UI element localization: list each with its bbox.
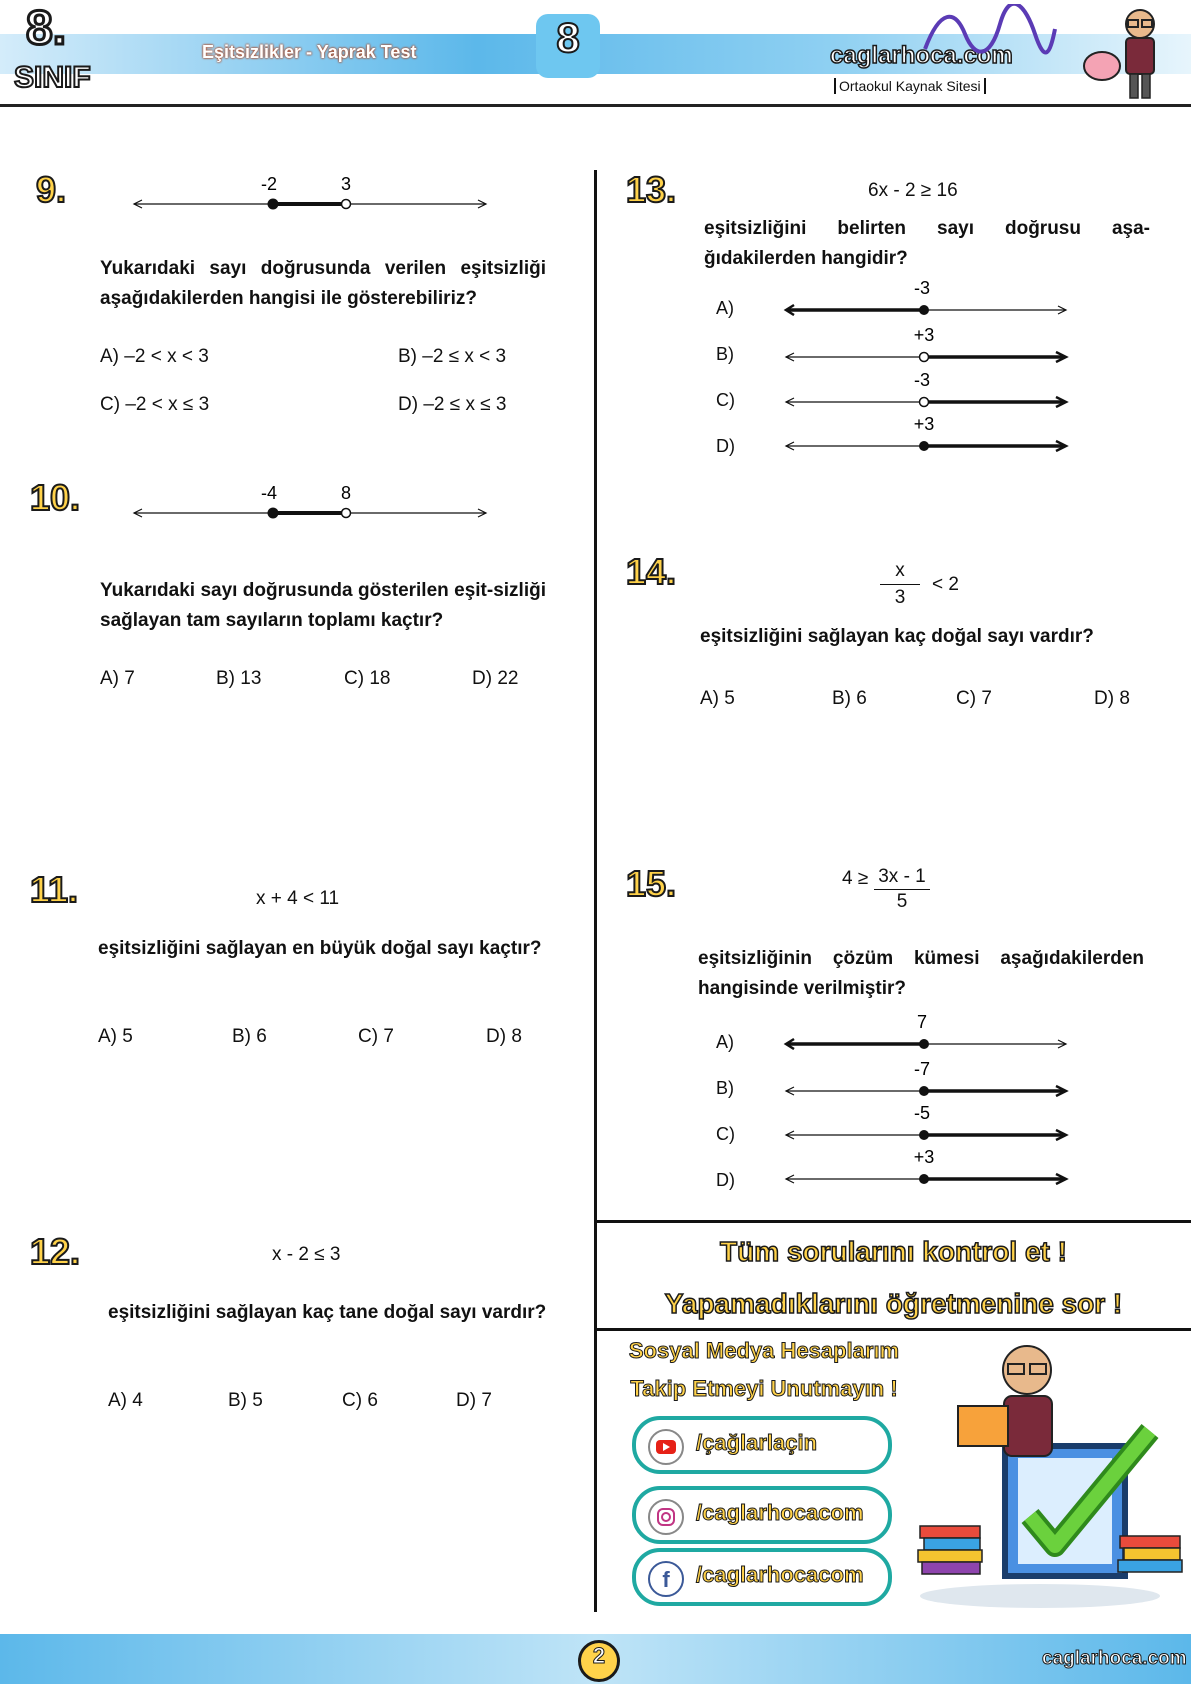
footer-site-name: caglarhoca.com (1042, 1648, 1187, 1669)
q10-number-line (130, 481, 490, 521)
q14-option-b[interactable]: B) 6 (832, 688, 867, 709)
q13-label-a: -3 (913, 278, 931, 298)
page-number: 2 (578, 1640, 620, 1682)
q9-number-line (130, 172, 490, 212)
promo-slogan-2: Yapamadıklarını öğretmenine sor ! (664, 1288, 1123, 1319)
q15-option-a-letter[interactable]: A) (716, 1032, 734, 1052)
q13-option-c-line[interactable] (780, 368, 1072, 408)
q9-option-a[interactable]: A) –2 < x < 3 (100, 346, 209, 367)
q10-text: Yukarıdaki sayı doğrusunda gösterilen eşit-sizliği sağlayan tam sayıların toplamı kaçtır? (100, 580, 546, 631)
youtube-icon (648, 1429, 684, 1465)
facebook-icon (648, 1561, 684, 1597)
page-header (0, 0, 1191, 107)
teacher-checkmark-illustration (910, 1336, 1191, 1616)
q13-label-d: +3 (913, 414, 935, 434)
q15-fraction-denominator: 5 (896, 891, 908, 912)
q15-option-c-letter[interactable]: C) (716, 1124, 735, 1144)
q15-text: eşitsizliğinin çözüm kümesi aşağıdakilerden hangisinde verilmiştir? (698, 948, 1144, 999)
q13-option-d-line[interactable] (780, 412, 1072, 452)
question-number-14: 14. (626, 551, 677, 592)
q15-option-b-letter[interactable]: B) (716, 1078, 734, 1098)
q13-option-d-letter[interactable]: D) (716, 436, 735, 456)
q15-fraction-numerator: 3x - 1 (874, 866, 930, 890)
q10-option-b[interactable]: B) 13 (216, 668, 262, 689)
grade-number: 8. (26, 2, 67, 55)
instagram-handle: /caglarhocacom (696, 1500, 864, 1525)
question-number-12: 12. (30, 1231, 81, 1272)
question-number-9: 9. (36, 169, 67, 210)
q13-option-c-letter[interactable]: C) (716, 390, 735, 410)
q15-option-c-line[interactable] (780, 1101, 1072, 1141)
q9-option-b[interactable]: B) –2 ≤ x < 3 (398, 346, 507, 367)
youtube-handle: /çağlarlaçin (696, 1430, 818, 1455)
q12-option-d[interactable]: D) 7 (456, 1390, 492, 1411)
site-name: caglarhoca.com (830, 42, 1013, 69)
instagram-link[interactable] (632, 1486, 892, 1544)
facebook-link[interactable] (632, 1548, 892, 1606)
q14-option-d[interactable]: D) 8 (1094, 688, 1130, 709)
q11-option-a[interactable]: A) 5 (98, 1026, 133, 1047)
site-subtitle: Ortaokul Kaynak Sitesi (834, 78, 986, 94)
q12-equation: x - 2 ≤ 3 (272, 1244, 341, 1265)
q15-lhs: 4 ≥ (842, 868, 869, 889)
q15-fraction (874, 866, 930, 913)
q10-label-left: -4 (260, 483, 278, 503)
promo-top-divider (596, 1220, 1191, 1223)
q12-option-a[interactable]: A) 4 (108, 1390, 143, 1411)
q13-label-b: +3 (913, 325, 935, 345)
test-number-badge: 8 (536, 14, 600, 78)
q15-option-a-line[interactable] (780, 1010, 1072, 1050)
promo-slogan-1: Tüm sorularını kontrol et ! (720, 1236, 1067, 1267)
q13-option-a-letter[interactable]: A) (716, 298, 734, 318)
q15-option-d-letter[interactable]: D) (716, 1170, 735, 1190)
q12-text: eşitsizliğini sağlayan kaç tane doğal sayı vardır? (108, 1302, 547, 1323)
q13-label-c: -3 (913, 370, 931, 390)
teacher-avatar-icon (1080, 6, 1180, 102)
question-number-15: 15. (626, 863, 677, 904)
q9-text: Yukarıdaki sayı doğrusunda verilen eşitsizliği aşağıdakilerden hangisi ile gösterebiliriz? (100, 258, 546, 309)
q12-option-c[interactable]: C) 6 (342, 1390, 378, 1411)
q13-option-b-line[interactable] (780, 323, 1072, 363)
q15-label-c: -5 (913, 1103, 931, 1123)
social-heading-2: Takip Etmeyi Unutmayın ! (630, 1376, 898, 1401)
q11-option-b[interactable]: B) 6 (232, 1026, 267, 1047)
facebook-handle: /caglarhocacom (696, 1562, 864, 1587)
q13-option-b-letter[interactable]: B) (716, 344, 734, 364)
q15-label-b: -7 (913, 1059, 931, 1079)
q14-fraction (880, 560, 920, 609)
q11-text: eşitsizliğini sağlayan en büyük doğal sayı kaçtır? (98, 938, 542, 959)
squiggle-decoration (920, 4, 1060, 64)
promo-mid-divider (596, 1328, 1191, 1331)
q13-option-a-line[interactable] (780, 276, 1072, 316)
q13-text: eşitsizliğini belirten sayı doğrusu aşa-ğıdakilerden hangidir? (704, 218, 1150, 269)
q15-label-d: +3 (913, 1147, 935, 1167)
question-number-11: 11. (30, 869, 79, 910)
q9-option-c[interactable]: C) –2 < x ≤ 3 (100, 394, 210, 415)
q12-option-b[interactable]: B) 5 (228, 1390, 263, 1411)
q14-fraction-numerator: x (880, 560, 920, 585)
q9-label-left: -2 (260, 174, 278, 194)
q14-text: eşitsizliğini sağlayan kaç doğal sayı vardır? (700, 626, 1094, 647)
grade-word: SINIF (14, 61, 91, 94)
svg-text:f: f (662, 1567, 670, 1592)
q11-equation: x + 4 < 11 (256, 888, 340, 909)
q14-rhs: < 2 (932, 574, 959, 595)
q15-option-b-line[interactable] (780, 1057, 1072, 1097)
q10-option-c[interactable]: C) 18 (344, 668, 391, 689)
q14-fraction-denominator: 3 (894, 587, 906, 608)
question-number-10: 10. (30, 477, 81, 518)
instagram-icon (648, 1499, 684, 1535)
q10-option-d[interactable]: D) 22 (472, 668, 519, 689)
q10-option-a[interactable]: A) 7 (100, 668, 135, 689)
social-heading-1: Sosyal Medya Hesaplarım (628, 1338, 900, 1363)
q9-option-d[interactable]: D) –2 ≤ x ≤ 3 (398, 394, 507, 415)
q11-option-c[interactable]: C) 7 (358, 1026, 394, 1047)
q11-option-d[interactable]: D) 8 (486, 1026, 522, 1047)
q13-equation: 6x - 2 ≥ 16 (868, 180, 958, 201)
q14-option-a[interactable]: A) 5 (700, 688, 735, 709)
youtube-link[interactable] (632, 1416, 892, 1474)
q9-label-right: 3 (340, 174, 352, 194)
q15-label-a: 7 (916, 1012, 928, 1032)
column-divider (594, 170, 597, 1612)
q14-option-c[interactable]: C) 7 (956, 688, 992, 709)
test-title: Eşitsizlikler - Yaprak Test (202, 42, 417, 62)
q10-label-right: 8 (340, 483, 352, 503)
question-number-13: 13. (626, 169, 677, 210)
q15-option-d-line[interactable] (780, 1145, 1072, 1185)
